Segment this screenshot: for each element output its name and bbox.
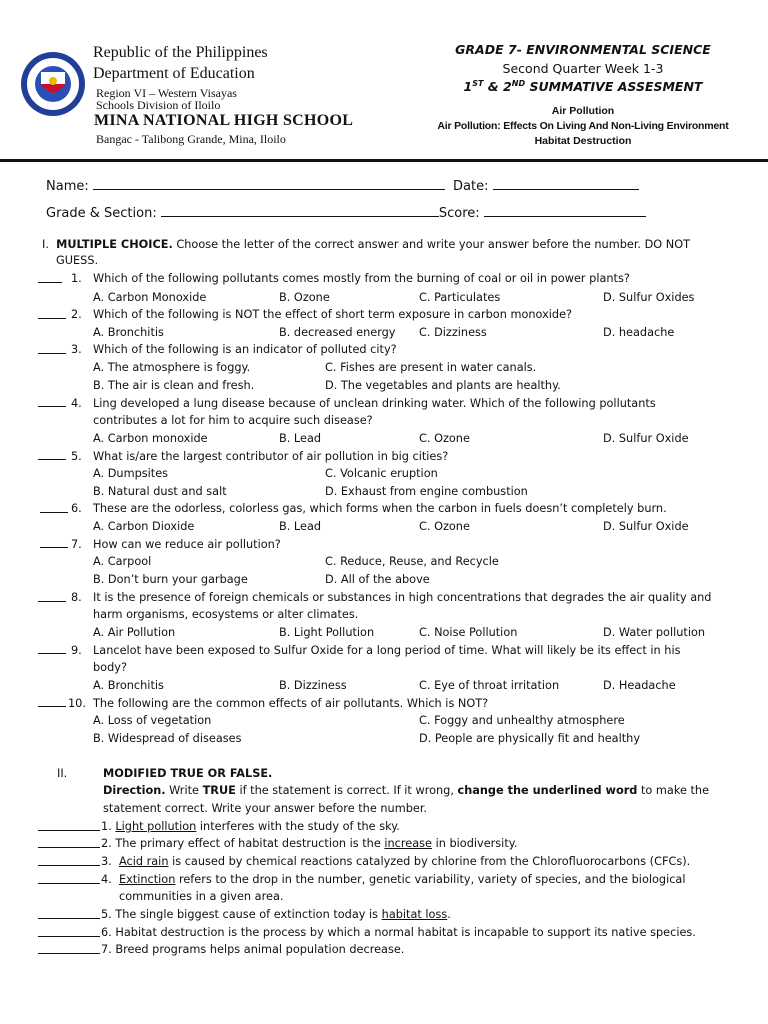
- q5-choice-d: D. Exhaust from engine combustion: [325, 485, 528, 498]
- q7-choice-b: B. Don’t burn your garbage: [93, 573, 248, 586]
- question-4-text: Ling developed a lung disease because of unclean drinking water. Which of the following pollutants: [93, 397, 656, 410]
- assessment-title: 1ST & 2ND SUMMATIVE ASSESMENT: [463, 79, 703, 95]
- q1-choice-c: C. Particulates: [419, 291, 501, 304]
- date-field[interactable]: [493, 178, 639, 190]
- tf-blank-5[interactable]: [38, 909, 100, 919]
- q6-choice-a: A. Carbon Dioxide: [93, 520, 195, 533]
- q2-choice-b: B. decreased energy: [279, 326, 396, 339]
- part2-number: II.: [57, 767, 68, 780]
- tf-statement-4: 4. Extinction refers to the drop in the number, genetic variability, variety of species, and the biological: [101, 873, 686, 886]
- q1-choice-b: B. Ozone: [279, 291, 330, 304]
- answer-blank-5[interactable]: [38, 450, 66, 460]
- q4-choice-d: D. Sulfur Oxide: [603, 432, 689, 445]
- name-row: [46, 178, 639, 194]
- question-9-text: Lancelot have been exposed to Sulfur Oxide for a long period of time. What will likely be its effect in his: [93, 644, 681, 657]
- name-label: Name:: [46, 179, 89, 194]
- question-10-number: 10.: [68, 697, 86, 710]
- header-republic: Republic of the Philippines: [93, 44, 268, 61]
- question-4-text-line2: contributes a lot for him to acquire such disease?: [93, 414, 373, 427]
- q10-choice-c: C. Foggy and unhealthy atmosphere: [419, 714, 625, 727]
- header-region: Region VI – Western Visayas: [96, 86, 237, 100]
- header-department: Department of Education: [93, 65, 255, 82]
- seal-sun-icon: [49, 77, 57, 85]
- tf-blank-2[interactable]: [38, 838, 100, 848]
- grade-subject: GRADE 7- ENVIRONMENTAL SCIENCE: [455, 42, 711, 57]
- q9-choice-a: A. Bronchitis: [93, 679, 164, 692]
- tf-blank-3[interactable]: [38, 856, 100, 866]
- topic-3: Habitat Destruction: [534, 135, 632, 147]
- answer-blank-7[interactable]: [40, 538, 68, 548]
- q1-choice-a: A. Carbon Monoxide: [93, 291, 207, 304]
- tf-statement-6: 6. Habitat destruction is the process by which a normal habitat is incapable to support its native species.: [101, 926, 696, 939]
- q2-choice-d: D. headache: [603, 326, 675, 339]
- q9-choice-c: C. Eye of throat irritation: [419, 679, 560, 692]
- q3-choice-a: A. The atmosphere is foggy.: [93, 361, 251, 374]
- answer-blank-10[interactable]: [38, 697, 66, 707]
- header-divider: [0, 159, 768, 162]
- tf-blank-6[interactable]: [38, 927, 100, 937]
- question-9-text-line2: body?: [93, 661, 127, 674]
- question-1-number: 1.: [71, 272, 82, 285]
- question-10-text: The following are the common effects of air pollutants. Which is NOT?: [93, 697, 489, 710]
- q10-choice-d: D. People are physically fit and healthy: [419, 732, 641, 745]
- tf-statement-4-line2: communities in a given area.: [119, 890, 284, 903]
- answer-blank-8[interactable]: [38, 592, 66, 602]
- answer-blank-1[interactable]: [38, 273, 62, 283]
- q5-choice-a: A. Dumpsites: [93, 467, 169, 480]
- question-8-text-line2: harm organisms, ecosystems or alter climates.: [93, 608, 359, 621]
- tf-statement-5: 5. The single biggest cause of extinction today is habitat loss.: [101, 908, 451, 921]
- q1-choice-d: D. Sulfur Oxides: [603, 291, 695, 304]
- tf-underlined-5: habitat loss: [381, 908, 448, 921]
- question-7-text: How can we reduce air pollution?: [93, 538, 281, 551]
- tf-statement-7: 7. Breed programs helps animal population decrease.: [101, 943, 405, 956]
- q2-choice-c: C. Dizziness: [419, 326, 487, 339]
- header-division: Schools Division of Iloilo: [96, 98, 221, 112]
- question-9-number: 9.: [71, 644, 82, 657]
- question-6-text: These are the odorless, colorless gas, which forms when the carbon in fuels doesn’t completely burn.: [93, 502, 667, 515]
- question-4-number: 4.: [71, 397, 82, 410]
- question-6-number: 6.: [71, 502, 82, 515]
- part2-direction-line2: statement correct. Write your answer before the number.: [103, 802, 428, 815]
- q4-choice-a: A. Carbon monoxide: [93, 432, 208, 445]
- answer-blank-2[interactable]: [38, 309, 66, 319]
- q2-choice-a: A. Bronchitis: [93, 326, 164, 339]
- question-2-number: 2.: [71, 308, 82, 321]
- q9-choice-d: D. Headache: [603, 679, 676, 692]
- tf-blank-7[interactable]: [38, 944, 100, 954]
- tf-underlined-2: increase: [384, 837, 432, 850]
- q6-choice-d: D. Sulfur Oxide: [603, 520, 689, 533]
- tf-underlined-3: Acid rain: [118, 855, 169, 868]
- answer-blank-4[interactable]: [38, 397, 66, 407]
- grade-row: [46, 205, 646, 221]
- score-field[interactable]: [484, 205, 646, 217]
- question-8-text: It is the presence of foreign chemicals or substances in high concentrations that degrades the air quality and: [93, 591, 712, 604]
- question-2-text: Which of the following is NOT the effect of short term exposure in carbon monoxide?: [93, 308, 573, 321]
- tf-statement-1: 1. Light pollution interferes with the study of the sky.: [101, 820, 400, 833]
- q4-choice-b: B. Lead: [279, 432, 322, 445]
- q7-choice-c: C. Reduce, Reuse, and Recycle: [325, 555, 499, 568]
- question-3-text: Which of the following is an indicator of polluted city?: [93, 343, 397, 356]
- q10-choice-a: A. Loss of vegetation: [93, 714, 212, 727]
- q7-choice-a: A. Carpool: [93, 555, 152, 568]
- q8-choice-a: A. Air Pollution: [93, 626, 176, 639]
- tf-blank-1[interactable]: [38, 821, 100, 831]
- q6-choice-b: B. Lead: [279, 520, 322, 533]
- part2-heading: MODIFIED TRUE OR FALSE.: [103, 767, 273, 780]
- topic-2: Air Pollution: Effects On Living And Non-Living Environment: [437, 120, 729, 132]
- header-address: Bangac - Talibong Grande, Mina, Iloilo: [96, 132, 286, 146]
- tf-statement-3: 3. Acid rain is caused by chemical reactions catalyzed by chlorine from the Chlorofluorocarbons (CFCs).: [101, 855, 691, 868]
- tf-underlined-4: Extinction: [118, 873, 176, 886]
- date-label: Date:: [453, 179, 489, 194]
- answer-blank-9[interactable]: [38, 644, 66, 654]
- quarter-week: Second Quarter Week 1-3: [502, 61, 664, 76]
- tf-blank-4[interactable]: [38, 874, 100, 884]
- q3-choice-d: D. The vegetables and plants are healthy.: [325, 379, 561, 392]
- q8-choice-b: B. Light Pollution: [279, 626, 375, 639]
- header-school-name: MINA NATIONAL HIGH SCHOOL: [94, 112, 354, 129]
- question-5-text: What is/are the largest contributor of air pollution in big cities?: [93, 450, 449, 463]
- q3-choice-b: B. The air is clean and fresh.: [93, 379, 255, 392]
- question-5-number: 5.: [71, 450, 82, 463]
- answer-blank-6[interactable]: [40, 503, 68, 513]
- q9-choice-b: B. Dizziness: [279, 679, 347, 692]
- question-7-number: 7.: [71, 538, 82, 551]
- question-1-text: Which of the following pollutants comes mostly from the burning of coal or oil in power plants?: [93, 272, 630, 285]
- deped-seal-logo: [21, 52, 85, 116]
- q10-choice-b: B. Widespread of diseases: [93, 732, 242, 745]
- q4-choice-c: C. Ozone: [419, 432, 470, 445]
- question-8-number: 8.: [71, 591, 82, 604]
- part2-direction: Direction. Write TRUE if the statement is correct. If it wrong, change the underlined word to make the: [103, 784, 710, 797]
- q7-choice-d: D. All of the above: [325, 573, 430, 586]
- grade-section-field[interactable]: [161, 205, 439, 217]
- question-3-number: 3.: [71, 343, 82, 356]
- q5-choice-c: C. Volcanic eruption: [325, 467, 438, 480]
- q3-choice-c: C. Fishes are present in water canals.: [325, 361, 537, 374]
- part1-heading-line2: GUESS.: [56, 254, 99, 267]
- tf-statement-2: 2. The primary effect of habitat destruction is the increase in biodiversity.: [101, 837, 518, 850]
- q6-choice-c: C. Ozone: [419, 520, 470, 533]
- tf-underlined-1: Light pollution: [115, 820, 197, 833]
- answer-blank-3[interactable]: [38, 344, 66, 354]
- name-field[interactable]: [93, 178, 445, 190]
- part1-heading: I. MULTIPLE CHOICE. Choose the letter of the correct answer and write your answer before the number. DO NOT: [42, 238, 691, 251]
- q8-choice-d: D. Water pollution: [603, 626, 706, 639]
- score-label: Score:: [438, 206, 480, 221]
- grade-section-label: Grade & Section:: [46, 206, 157, 221]
- q8-choice-c: C. Noise Pollution: [419, 626, 518, 639]
- topic-1: Air Pollution: [551, 105, 615, 117]
- q5-choice-b: B. Natural dust and salt: [93, 485, 227, 498]
